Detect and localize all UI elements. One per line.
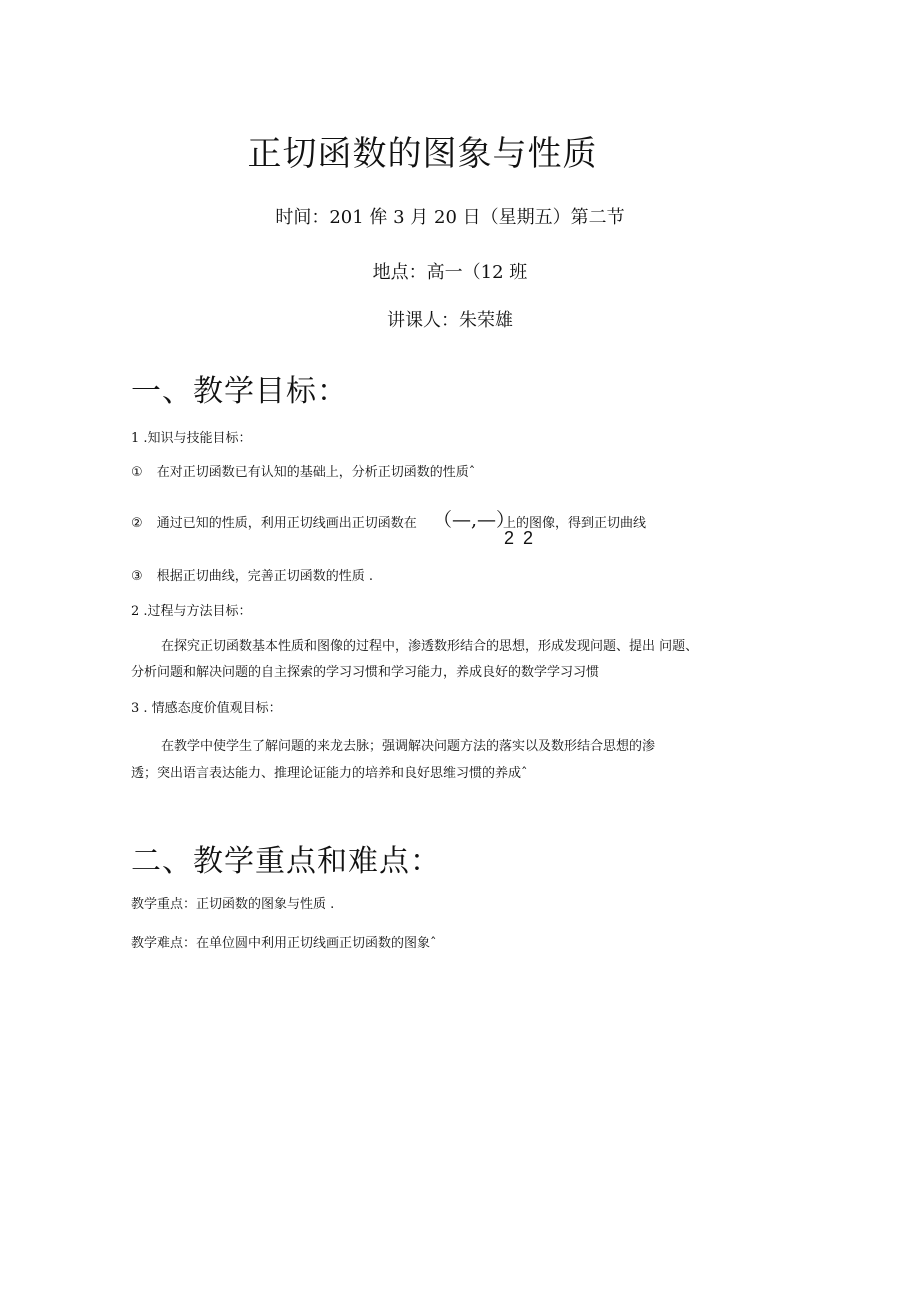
paragraph-process-line1: 在探究正切函数基本性质和图像的过程中，渗透数形结合的思想，形成发现问题、提出 问题、 [161, 639, 699, 654]
circled-number-1: ① [131, 465, 143, 480]
list-item-2-continued: 上的图像，得到正切曲线 [503, 516, 647, 531]
paragraph-process-line2: 分析问题和解决问题的自主探索的学习习惯和学习能力，养成良好的数学学习习惯 [131, 665, 600, 680]
key-point: 教学重点：正切函数的图象与性质 . [131, 897, 335, 912]
section1-heading: 一、教学目标： [131, 374, 348, 409]
list-item-2 [131, 512, 417, 531]
paragraph-emotion-line2: 透；突出语言表达能力、推理论证能力的培养和良好思维习惯的养成ˆ [131, 766, 528, 781]
list-item-3 [131, 565, 373, 584]
list-item-text: 在对正切函数已有认知的基础上，分析正切函数的性质ˆ [156, 465, 476, 480]
list-item-text: 根据正切曲线，完善正切函数的性质 . [156, 569, 374, 584]
sub-heading-knowledge: 1 .知识与技能目标： [131, 431, 252, 446]
interval-denominators: 2 2 [504, 528, 536, 548]
page-title: 正切函数的图象与性质 [247, 134, 598, 174]
time-line: 时间：201 侔 3 月 20 日（星期五）第二节 [275, 207, 625, 228]
list-item-text: 通过已知的性质，利用正切线画出正切函数在 [156, 516, 417, 531]
circled-number-2: ② [131, 516, 143, 531]
difficult-point: 教学难点：在单位圆中利用正切线画正切函数的图象ˆ [131, 936, 437, 951]
interval-expression: （—,—） [433, 509, 516, 531]
place-line: 地点：高一（12 班 [372, 262, 528, 283]
sub-heading-process: 2 .过程与方法目标： [131, 604, 252, 619]
section2-heading: 二、教学重点和难点： [131, 844, 441, 879]
sub-heading-emotion: 3 . 情感态度价值观目标： [131, 701, 282, 716]
lecturer-line: 讲课人：朱荣雄 [387, 310, 513, 331]
paragraph-emotion-line1: 在教学中使学生了解问题的来龙去脉；强调解决问题方法的落实以及数形结合思想的渗 [161, 739, 656, 754]
circled-number-3: ③ [131, 569, 143, 584]
list-item-1 [131, 461, 475, 480]
